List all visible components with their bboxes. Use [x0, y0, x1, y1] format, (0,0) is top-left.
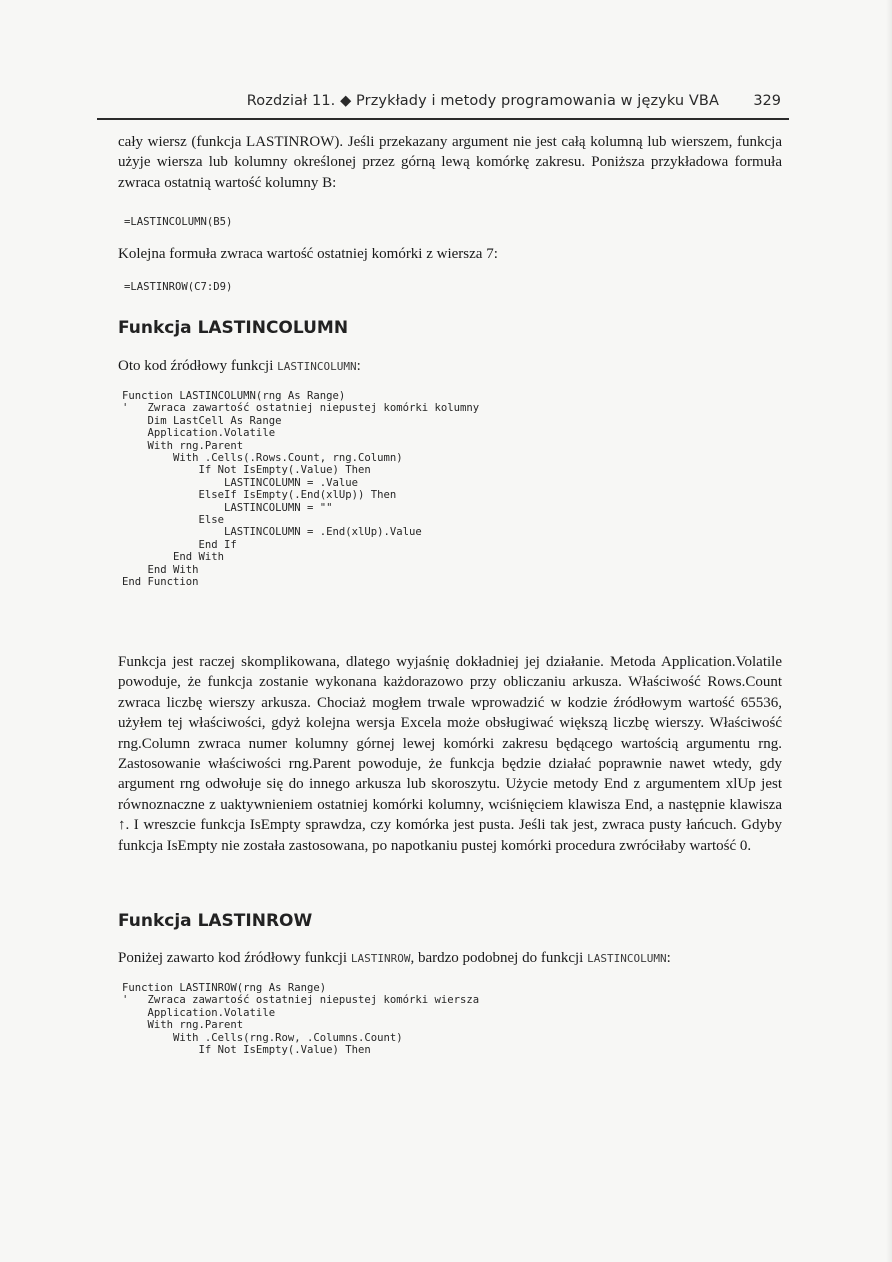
- code-line: Function LASTINCOLUMN(rng As Range): [122, 390, 346, 402]
- section-heading-lastincolumn: Funkcja LASTINCOLUMN: [118, 318, 349, 338]
- code-line: If Not IsEmpty(.Value) Then: [122, 1044, 371, 1057]
- code-line: LASTINCOLUMN = "": [122, 501, 333, 514]
- code-line: End With: [122, 551, 225, 564]
- code-line: Application.Volatile: [122, 427, 276, 440]
- code-line: ElseIf IsEmpty(.End(xlUp)) Then: [122, 489, 397, 502]
- page-edge-shadow: [886, 0, 892, 1262]
- paragraph-formula-intro: Kolejna formuła zwraca wartość ostatniej komórki z wiersza 7:: [118, 246, 498, 262]
- section-heading-lastinrow: Funkcja LASTINROW: [118, 911, 313, 931]
- inline-code: LASTINCOLUMN: [587, 952, 667, 965]
- paragraph-explanation: Funkcja jest raczej skomplikowana, dlatego wyjaśnię dokładniej jej działanie. Metoda Application.Volatile powoduje, że funkcja zostanie wykonana każdorazowo przy obliczaniu arkusza. Właściwość Rows.Count zwraca liczbę wierszy arkusza. Chociaż mogłem trwale wprowadzić w kodzie źródłowym wartość 65536, użyłem tej właściwości, gdyż kolejna wersja Excela może obsługiwać większą liczbę wierszy. Właściwość rng.Column zwraca numer kolumny górnej lewej komórki zakresu będącego wartością argumentu rng. Zastosowanie właściwości rng.Parent powoduje, że funkcja będzie działać poprawnie nawet wtedy, gdy argument rng odwołuje się do innego arkusza lub skoroszytu. Użycie metody End z argumentem xlUp jest równoznaczne z uaktywnieniem ostatniej komórki kolumny, wciśnięciem klawisza End, a następnie klawisza ↑. I wreszcie funkcja IsEmpty sprawdza, czy komórka jest pusta. Jeśli tak jest, zwraca pusty łańcuch. Gdyby funkcja IsEmpty nie została zastosowana, po napotkaniu pustej komórki procedura zwróciłaby wartość 0.: [118, 654, 782, 854]
- paragraph-lastincolumn-intro: [118, 356, 782, 377]
- code-line: With rng.Parent: [122, 1019, 244, 1032]
- code-line: With .Cells(.Rows.Count, rng.Column): [122, 452, 403, 465]
- code-line: End With: [122, 563, 199, 576]
- code-line: With .Cells(rng.Row, .Columns.Count): [122, 1031, 403, 1044]
- code-line: Dim LastCell As Range: [122, 414, 282, 427]
- code-line: End Function: [122, 576, 199, 589]
- code-line: With rng.Parent: [122, 439, 244, 452]
- code-line: Application.Volatile: [122, 1006, 276, 1019]
- formula-example-lastinrow: =LASTINROW(C7:D9): [124, 281, 233, 293]
- code-line: LASTINCOLUMN = .End(xlUp).Value: [122, 526, 422, 539]
- code-line: Else: [122, 514, 225, 527]
- code-listing-lastincolumn: [122, 390, 479, 589]
- intro-text: Poniżej zawarto kod źródłowy funkcji: [118, 950, 351, 966]
- code-line: If Not IsEmpty(.Value) Then: [122, 464, 371, 477]
- intro-suffix: :: [666, 950, 671, 966]
- inline-code: LASTINROW: [350, 952, 411, 965]
- paragraph-continuation: cały wiersz (funkcja LASTINROW). Jeśli przekazany argument nie jest całą kolumną lub wierszem, funkcja użyje wiersza lub kolumny określonej przez górną lewą komórkę zakresu. Poniższa przykładowa formuła zwraca ostatnią wartość kolumny B:: [118, 134, 782, 191]
- code-listing-lastinrow: [122, 982, 479, 1056]
- code-line: End If: [122, 538, 237, 551]
- intro-suffix: :: [356, 358, 361, 374]
- formula-example-lastincolumn: =LASTINCOLUMN(B5): [124, 216, 233, 228]
- intro-middle: , bardzo podobnej do funkcji: [410, 950, 588, 966]
- intro-text: Oto kod źródłowy funkcji: [118, 358, 278, 374]
- paragraph-lastinrow-intro: [118, 948, 782, 969]
- running-header: [97, 93, 789, 115]
- running-header-title: Rozdział 11. ◆ Przykłady i metody programowania w języku VBA: [246, 93, 719, 109]
- code-line: LASTINCOLUMN = .Value: [122, 476, 358, 489]
- header-rule: [97, 118, 789, 120]
- code-line: ' Zwraca zawartość ostatniej niepustej komórki kolumny: [122, 402, 480, 415]
- code-line: ' Zwraca zawartość ostatniej niepustej komórki wiersza: [122, 994, 480, 1007]
- inline-code: LASTINCOLUMN: [277, 360, 357, 373]
- code-line: Function LASTINROW(rng As Range): [122, 982, 327, 994]
- page-number: 329: [753, 93, 781, 109]
